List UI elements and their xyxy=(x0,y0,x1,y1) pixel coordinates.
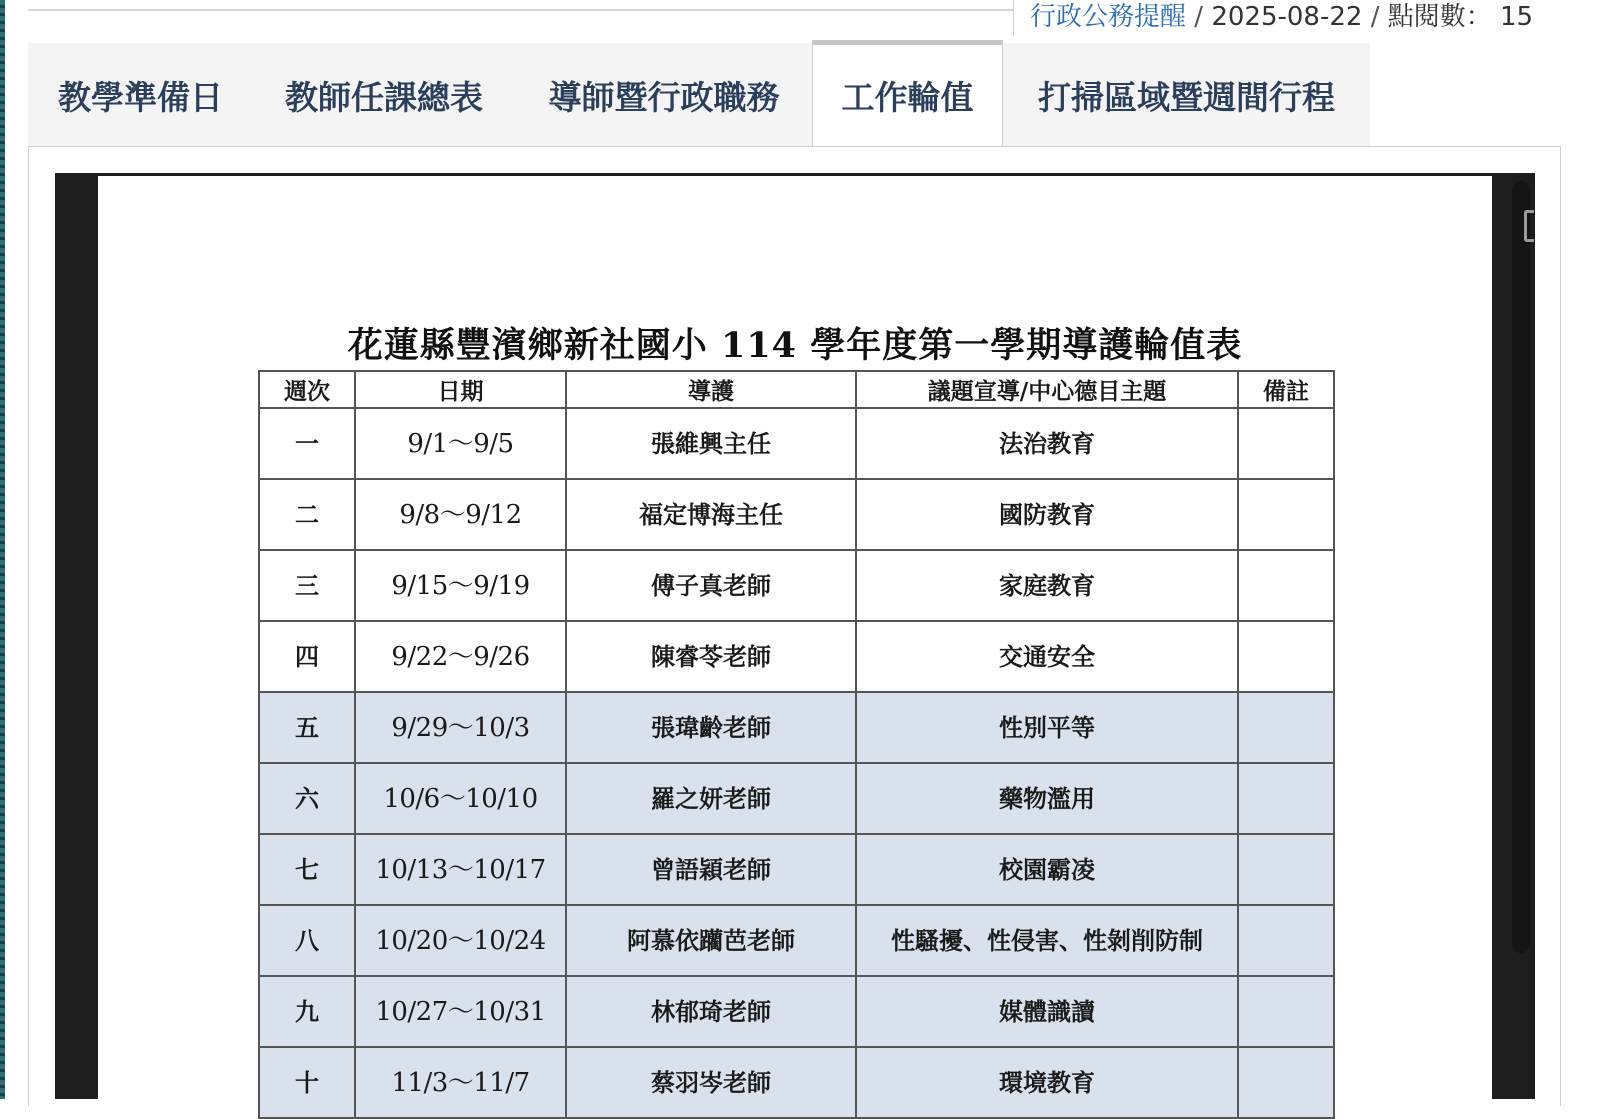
note-cell xyxy=(1238,692,1334,763)
meta-separator: / xyxy=(1194,2,1204,32)
date-cell: 9/22～9/26 xyxy=(355,621,566,692)
views-label: 點閱數： xyxy=(1387,2,1492,32)
week-cell: 七 xyxy=(259,834,355,905)
table-row xyxy=(259,834,1334,905)
date-cell: 9/1～9/5 xyxy=(355,408,566,479)
tab-work-rotation[interactable]: 工作輪值 xyxy=(812,40,1003,146)
guard-cell: 福定博海主任 xyxy=(566,479,856,550)
column-header: 議題宣導/中心德目主題 xyxy=(856,371,1238,408)
week-cell: 一 xyxy=(259,408,355,479)
column-header: 週次 xyxy=(259,371,355,408)
guard-cell: 曾語穎老師 xyxy=(566,834,856,905)
meta-separator: / xyxy=(1370,2,1380,32)
date-cell: 10/20～10/24 xyxy=(355,905,566,976)
week-cell: 五 xyxy=(259,692,355,763)
date-cell: 9/8～9/12 xyxy=(355,479,566,550)
topic-cell: 性別平等 xyxy=(856,692,1238,763)
week-cell: 六 xyxy=(259,763,355,834)
topic-cell: 家庭教育 xyxy=(856,550,1238,621)
note-cell xyxy=(1238,1047,1334,1118)
week-cell: 十 xyxy=(259,1047,355,1118)
note-cell xyxy=(1238,834,1334,905)
table-row xyxy=(259,408,1334,479)
note-cell xyxy=(1238,408,1334,479)
column-header: 導護 xyxy=(566,371,856,408)
guard-cell: 阿慕依躪芭老師 xyxy=(566,905,856,976)
week-cell: 九 xyxy=(259,976,355,1047)
table-row xyxy=(259,621,1334,692)
column-header: 日期 xyxy=(355,371,566,408)
topic-cell: 藥物濫用 xyxy=(856,763,1238,834)
topic-cell: 性騷擾、性侵害、性剝削防制 xyxy=(856,905,1238,976)
sidebar-toggle-icon[interactable] xyxy=(1524,210,1534,242)
topic-cell: 環境教育 xyxy=(856,1047,1238,1118)
guard-cell: 張瑋齡老師 xyxy=(566,692,856,763)
note-cell xyxy=(1238,479,1334,550)
table-row xyxy=(259,479,1334,550)
week-cell: 二 xyxy=(259,479,355,550)
week-cell: 八 xyxy=(259,905,355,976)
guard-cell: 羅之妍老師 xyxy=(566,763,856,834)
note-cell xyxy=(1238,976,1334,1047)
column-header: 備註 xyxy=(1238,371,1334,408)
post-meta xyxy=(1030,2,1533,32)
week-cell: 四 xyxy=(259,621,355,692)
topic-cell: 媒體識讀 xyxy=(856,976,1238,1047)
topic-cell: 國防教育 xyxy=(856,479,1238,550)
table-row xyxy=(259,692,1334,763)
views-count: 15 xyxy=(1500,2,1534,32)
post-date: 2025-08-22 xyxy=(1211,2,1363,32)
top-divider xyxy=(28,9,1013,11)
date-cell: 10/6～10/10 xyxy=(355,763,566,834)
date-cell: 10/27～10/31 xyxy=(355,976,566,1047)
guard-cell: 林郁琦老師 xyxy=(566,976,856,1047)
date-cell: 11/3～11/7 xyxy=(355,1047,566,1118)
table-row xyxy=(259,976,1334,1047)
date-cell: 9/15～9/19 xyxy=(355,550,566,621)
date-cell: 9/29～10/3 xyxy=(355,692,566,763)
tab-teacher-schedule[interactable]: 教師任課總表 xyxy=(285,77,483,117)
left-edge-strip xyxy=(0,0,5,1099)
note-cell xyxy=(1238,905,1334,976)
table-row xyxy=(259,550,1334,621)
tab-teaching-prep-day[interactable]: 教學準備日 xyxy=(58,77,223,117)
category-link[interactable]: 行政公務提醒 xyxy=(1030,2,1187,32)
tab-mentor-admin-duties[interactable]: 導師暨行政職務 xyxy=(548,77,780,117)
topic-cell: 法治教育 xyxy=(856,408,1238,479)
viewer-scrollbar[interactable] xyxy=(1512,181,1530,953)
topic-cell: 校園霸凌 xyxy=(856,834,1238,905)
week-cell: 三 xyxy=(259,550,355,621)
guard-cell: 蔡羽岑老師 xyxy=(566,1047,856,1118)
topic-cell: 交通安全 xyxy=(856,621,1238,692)
table-header-row xyxy=(259,371,1334,408)
table-row xyxy=(259,763,1334,834)
guard-cell: 陳睿苓老師 xyxy=(566,621,856,692)
note-cell xyxy=(1238,550,1334,621)
guard-cell: 傅子真老師 xyxy=(566,550,856,621)
table-row xyxy=(259,905,1334,976)
note-cell xyxy=(1238,763,1334,834)
date-cell: 10/13～10/17 xyxy=(355,834,566,905)
guard-cell: 張維興主任 xyxy=(566,408,856,479)
document-title: 花蓮縣豐濱鄉新社國小 114 學年度第一學期導護輪值表 xyxy=(347,325,1243,366)
duty-rotation-table xyxy=(258,370,1335,1119)
note-cell xyxy=(1238,621,1334,692)
table-row xyxy=(259,1047,1334,1118)
tab-cleaning-weekly[interactable]: 打掃區域暨週間行程 xyxy=(1038,77,1335,117)
